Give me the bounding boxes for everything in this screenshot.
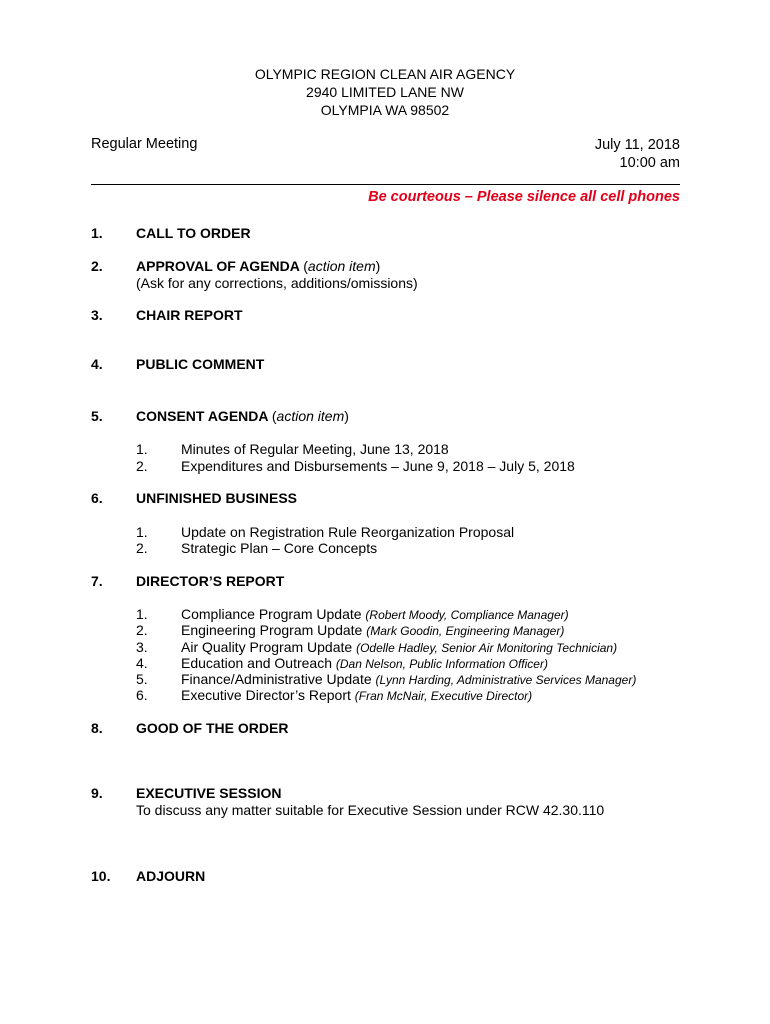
item-number: 10. xyxy=(91,868,111,884)
subitem-number: 3. xyxy=(136,639,148,655)
report-title: Education and Outreach xyxy=(181,655,332,671)
item-title: UNFINISHED BUSINESS xyxy=(136,490,298,506)
item-title: ADJOURN xyxy=(136,868,206,884)
item-title: EXECUTIVE SESSION xyxy=(136,785,282,801)
subitem-text xyxy=(181,655,548,671)
action-open: ( xyxy=(303,258,308,274)
meeting-time: 10:00 am xyxy=(619,155,680,171)
subitem-number: 5. xyxy=(136,671,148,687)
agency-address: 2940 LIMITED LANE NW xyxy=(306,84,464,100)
agency-name: OLYMPIC REGION CLEAN AIR AGENCY xyxy=(254,66,516,82)
agency-city: OLYMPIA WA 98502 xyxy=(320,102,450,118)
divider xyxy=(91,184,680,185)
report-title: Air Quality Program Update xyxy=(181,639,353,655)
item-title: CHAIR REPORT xyxy=(136,307,243,323)
notice: Be courteous – Please silence all cell phones xyxy=(368,189,680,205)
presenter: (Mark Goodin, Engineering Manager) xyxy=(366,624,565,638)
item-title: DIRECTOR’S REPORT xyxy=(136,573,285,589)
item-number: 9. xyxy=(91,785,103,801)
subitem-text xyxy=(181,671,636,687)
subitem-number: 2. xyxy=(136,540,148,556)
presenter: (Dan Nelson, Public Information Officer) xyxy=(335,657,548,671)
subitem-number: 4. xyxy=(136,655,148,671)
item-number: 3. xyxy=(91,307,103,323)
item-number: 8. xyxy=(91,720,103,736)
subitem-number: 1. xyxy=(136,606,148,622)
presenter: (Fran McNair, Executive Director) xyxy=(354,689,533,703)
item-title-text: APPROVAL OF AGENDA xyxy=(136,258,300,274)
item-number: 7. xyxy=(91,573,103,589)
presenter: (Lynn Harding, Administrative Services Manager) xyxy=(375,673,637,687)
item-note: To discuss any matter suitable for Executive Session under RCW 42.30.110 xyxy=(136,802,605,818)
item-title: GOOD OF THE ORDER xyxy=(136,720,289,736)
action-open: ( xyxy=(271,408,277,424)
item-title: CALL TO ORDER xyxy=(136,225,251,241)
action-close: ) xyxy=(375,258,381,274)
subitem-text xyxy=(181,639,617,655)
item-title-text: CONSENT AGENDA xyxy=(136,408,268,424)
meeting-date: July 11, 2018 xyxy=(594,137,680,153)
subitem-number: 6. xyxy=(136,687,148,703)
subitem-number: 2. xyxy=(136,622,148,638)
item-number: 1. xyxy=(91,225,103,241)
item-note: (Ask for any corrections, additions/omissions) xyxy=(136,275,418,291)
subitem-text xyxy=(181,622,564,638)
item-number: 2. xyxy=(91,258,103,274)
report-title: Finance/Administrative Update xyxy=(181,671,372,687)
subitem-text: Minutes of Regular Meeting, June 13, 2018 xyxy=(181,441,449,457)
presenter: (Robert Moody, Compliance Manager) xyxy=(365,608,569,622)
meeting-type: Regular Meeting xyxy=(91,136,198,152)
action-label: action item xyxy=(276,408,345,424)
action-label: action item xyxy=(307,258,376,274)
subitem-text xyxy=(181,606,569,622)
item-title xyxy=(136,408,349,424)
subitem-number: 1. xyxy=(136,524,148,540)
subitem-text xyxy=(181,687,532,703)
report-title: Compliance Program Update xyxy=(181,606,362,622)
subitem-number: 2. xyxy=(136,458,148,474)
subitem-text: Strategic Plan – Core Concepts xyxy=(181,540,378,556)
subitem-number: 1. xyxy=(136,441,148,457)
item-number: 5. xyxy=(91,408,103,424)
meeting-datetime xyxy=(595,136,680,172)
report-title: Engineering Program Update xyxy=(181,622,363,638)
subitem-text: Expenditures and Disbursements – June 9, 2018 – July 5, 2018 xyxy=(181,458,575,474)
item-title: PUBLIC COMMENT xyxy=(136,356,265,372)
item-number: 6. xyxy=(91,490,103,506)
subitem-text: Update on Registration Rule Reorganization Proposal xyxy=(181,524,515,540)
item-number: 4. xyxy=(91,356,103,372)
action-close: ) xyxy=(344,408,349,424)
item-title xyxy=(136,258,380,274)
report-title: Executive Director’s Report xyxy=(181,687,351,703)
presenter: (Odelle Hadley, Senior Air Monitoring Technician) xyxy=(356,641,618,655)
